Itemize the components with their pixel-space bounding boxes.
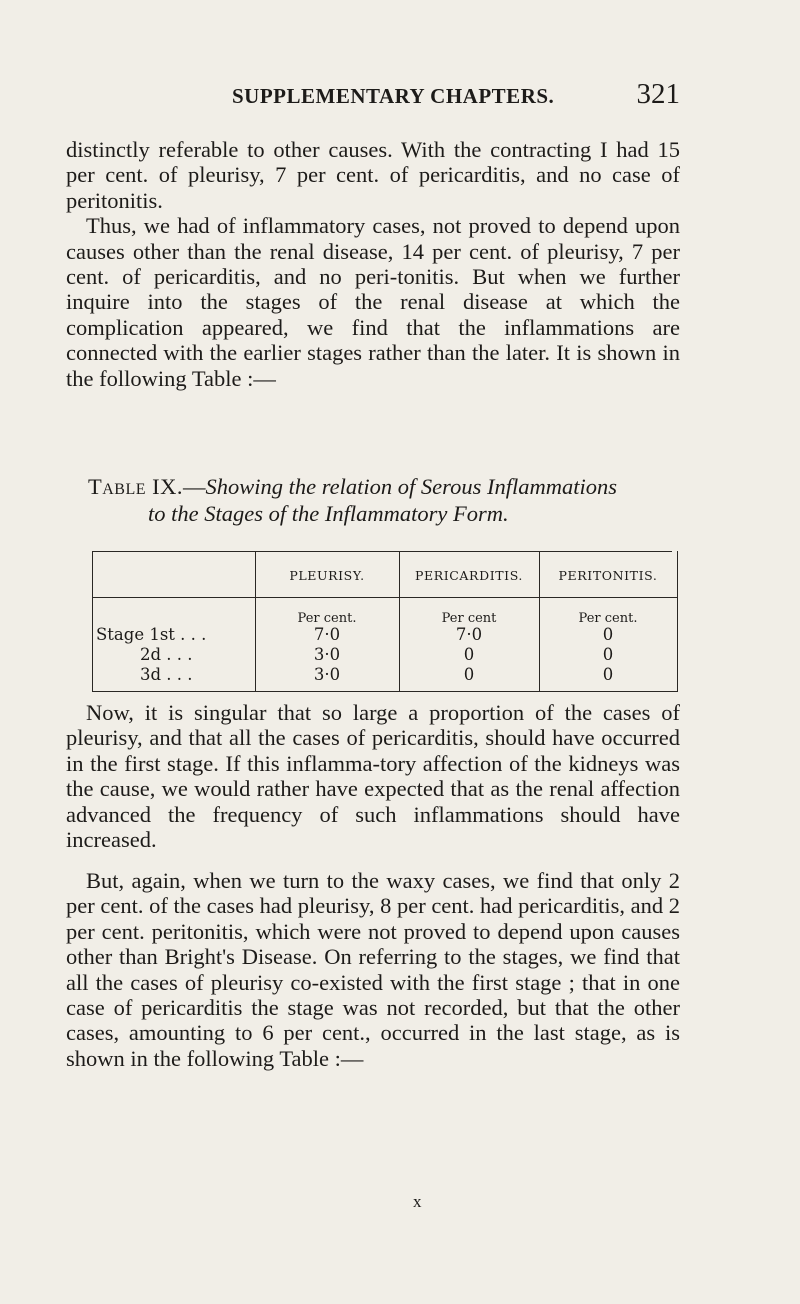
table-label: Table IX. (88, 474, 184, 499)
table-rule-top (92, 551, 672, 552)
column-header-peritonitis: PERITONITIS. (558, 568, 658, 583)
table-cell: 0 (602, 625, 614, 644)
running-title: SUPPLEMENTARY CHAPTERS. (232, 84, 555, 108)
table-cell: 0 (602, 665, 614, 684)
row-label-stage-3: 3d . . . (140, 665, 193, 684)
table-cell: 7·0 (455, 625, 483, 644)
page-number: 321 (636, 78, 680, 110)
paragraph-2: Now, it is singular that so large a proportion of the cases of pleurisy, and that all the cases of pericarditis, should have occurred in the first stage. If this inflamma-tory affection of the kidneys was the cause, we would rather have expected that as the renal affection advanced the frequency of such inflammations should have increased. (66, 700, 680, 853)
paragraph-1-part-b: Thus, we had of inflammatory cases, not proved to depend upon causes other than the renal disease, 14 per cent. of pleurisy, 7 per cent. of pericarditis, and no peri-tonitis. But when we further inquire into the stages of the renal disease at which the complication appeared, we find that the inflammations are connected with the earlier stages rather than the later. It is shown in the following Table :— (66, 213, 680, 391)
unit-peritonitis: Per cent. (578, 611, 638, 626)
table-rule-right (677, 551, 678, 692)
caption-dash: — (183, 474, 206, 499)
table-rule-left (92, 551, 93, 692)
unit-pericarditis: Per cent (441, 611, 497, 626)
table-cell: 3·0 (313, 665, 341, 684)
paragraph-1 (66, 137, 680, 391)
unit-pleurisy: Per cent. (297, 611, 357, 626)
table-cell: 3·0 (313, 645, 341, 664)
paragraph-3: But, again, when we turn to the waxy cases, we find that only 2 per cent. of the cases had pleurisy, 8 per cent. had pericarditis, and 2 per cent. peritonitis, which were not proved to depend upon causes other than Bright's Disease. On referring to the stages, we find that all the cases of pleurisy co-existed with the first stage ; that in one case of pericarditis the stage was not recorded, but that the other cases, amounting to 6 per cent., occurred in the last stage, as is shown in the following Table :— (66, 868, 680, 1071)
table-rule-bottom (92, 691, 678, 692)
row-label-stage-1: Stage 1st . . . (96, 625, 207, 644)
table-cell: 0 (463, 665, 475, 684)
page-header (66, 78, 680, 120)
signature-mark: x (413, 1192, 422, 1211)
table-cell: 0 (463, 645, 475, 664)
column-header-pleurisy: PLEURISY. (289, 568, 365, 583)
table-caption (66, 473, 680, 527)
column-header-pericarditis: PERICARDITIS. (414, 568, 523, 583)
row-label-stage-2: 2d . . . (140, 645, 193, 664)
table-cell: 7·0 (313, 625, 341, 644)
caption-title-part2: to the Stages of the Inflammatory Form. (148, 501, 509, 526)
paragraph-1-part-a: distinctly referable to other causes. With the contracting I had 15 per cent. of pleurisy, 7 per cent. of pericarditis, and no case of peritonitis. (66, 137, 680, 213)
caption-title-part1: Showing the relation of Serous Inflammations (205, 474, 617, 499)
data-table (92, 551, 678, 692)
table-rule-mid (92, 597, 678, 598)
table-cell: 0 (602, 645, 614, 664)
